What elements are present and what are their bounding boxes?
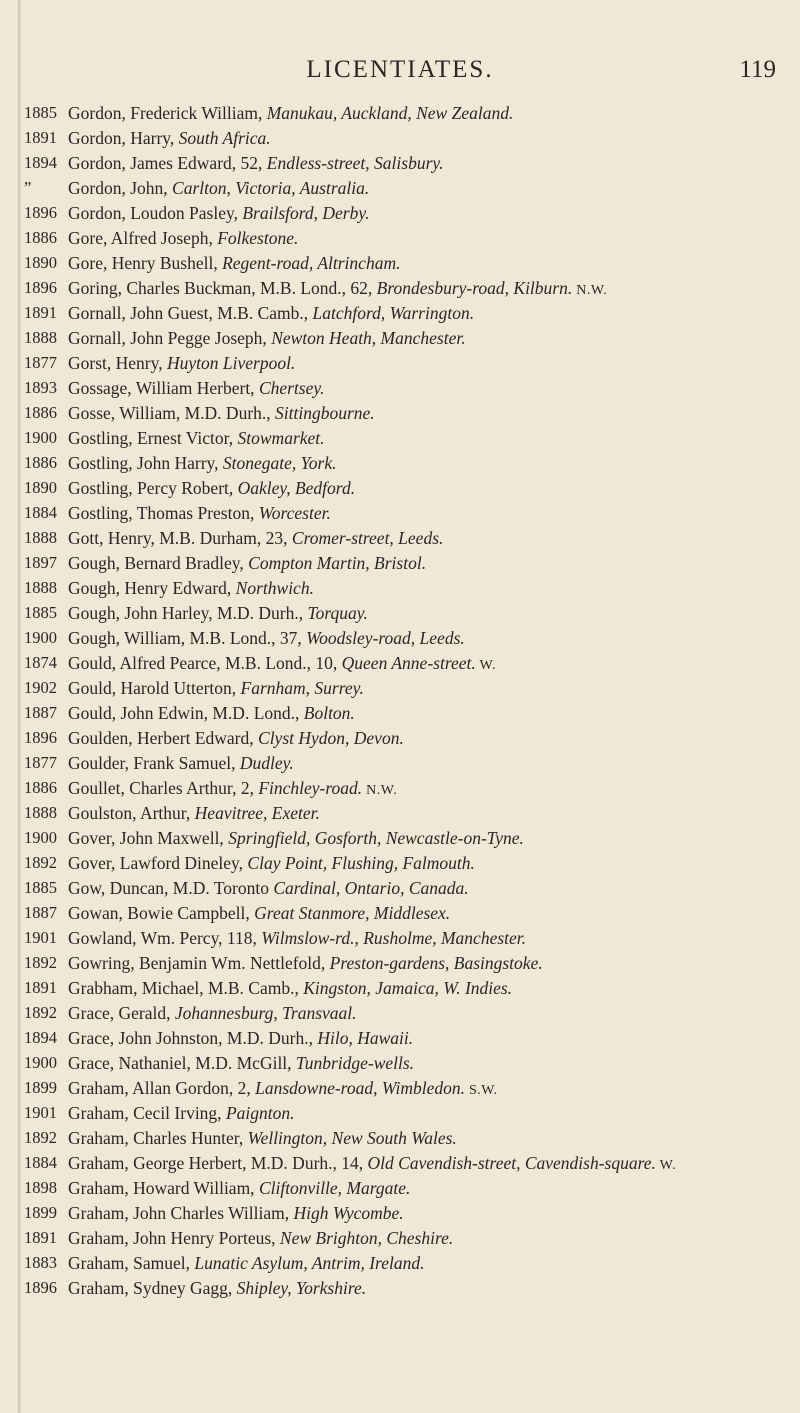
entry-address: Northwich. bbox=[235, 578, 314, 598]
list-item bbox=[0, 1027, 800, 1052]
entry-name: Gordon, Frederick William, bbox=[68, 103, 267, 123]
entry-address: Cliftonville, Margate. bbox=[258, 1178, 411, 1198]
entry-name: Graham, John Henry Porteus, bbox=[68, 1228, 280, 1248]
entry-text bbox=[68, 802, 800, 827]
list-item bbox=[0, 152, 800, 177]
list-item bbox=[0, 952, 800, 977]
entry-name: Gough, Bernard Bradley, bbox=[68, 553, 249, 573]
entry-text bbox=[68, 202, 800, 227]
entry-address: Springfield, Gosforth, Newcastle-on-Tyne. bbox=[228, 828, 524, 848]
entry-name: Gould, Alfred Pearce, M.B. Lond., 10, bbox=[68, 653, 342, 673]
entry-year: 1883 bbox=[24, 1253, 57, 1272]
entry-text bbox=[68, 1127, 800, 1152]
entry-name: Graham, Charles Hunter, bbox=[68, 1128, 248, 1148]
entry-text bbox=[68, 527, 800, 552]
entry-year: 1885 bbox=[24, 103, 57, 122]
entry-year: 1897 bbox=[24, 553, 57, 572]
entry-text bbox=[68, 352, 800, 377]
entry-text bbox=[68, 502, 800, 527]
entry-district: W. bbox=[655, 1158, 677, 1173]
entry-year: 1887 bbox=[24, 903, 57, 922]
list-item bbox=[0, 352, 800, 377]
list-item bbox=[0, 927, 800, 952]
list-item bbox=[0, 452, 800, 477]
entry-address: Compton Martin, Bristol. bbox=[248, 553, 427, 573]
entry-address: Johannesburg, Transvaal. bbox=[174, 1003, 357, 1023]
entry-address: South Africa. bbox=[178, 128, 271, 148]
entry-name: Gow, Duncan, M.D. Toronto bbox=[68, 878, 274, 898]
entry-address: Kingston, Jamaica, W. Indies. bbox=[303, 978, 513, 998]
entry-address: Cardinal, Ontario, Canada. bbox=[273, 878, 469, 898]
list-item bbox=[0, 1227, 800, 1252]
entry-address: Clyst Hydon, Devon. bbox=[258, 728, 404, 748]
entry-address: Stonegate, York. bbox=[222, 453, 337, 473]
entry-text bbox=[68, 927, 800, 952]
entry-year: 1888 bbox=[24, 528, 57, 547]
entry-year: 1886 bbox=[24, 778, 57, 797]
entry-address: Queen Anne-street. bbox=[341, 653, 476, 673]
list-item bbox=[0, 402, 800, 427]
entry-text bbox=[68, 477, 800, 502]
entry-name: Goring, Charles Buckman, M.B. Lond., 62, bbox=[68, 278, 377, 298]
entry-name: Gossage, William Herbert, bbox=[68, 378, 259, 398]
entry-year: 1900 bbox=[24, 628, 57, 647]
entry-text bbox=[68, 277, 800, 302]
entry-name: Gough, Henry Edward, bbox=[68, 578, 236, 598]
entry-year: 1877 bbox=[24, 353, 57, 372]
licentiate-list bbox=[0, 102, 800, 1302]
entry-address: Lansdowne-road, Wimbledon. bbox=[255, 1078, 465, 1098]
entry-address: High Wycombe. bbox=[293, 1203, 404, 1223]
entry-name: Gosse, William, M.D. Durh., bbox=[68, 403, 276, 423]
list-item bbox=[0, 877, 800, 902]
list-item bbox=[0, 302, 800, 327]
list-item bbox=[0, 177, 800, 202]
list-item bbox=[0, 652, 800, 677]
entry-name: Gover, Lawford Dineley, bbox=[68, 853, 248, 873]
page-number: 119 bbox=[739, 56, 776, 83]
entry-address: Chertsey. bbox=[258, 378, 325, 398]
entry-year: 1885 bbox=[24, 878, 57, 897]
entry-name: Grace, Gerald, bbox=[68, 1003, 175, 1023]
entry-address: Tunbridge-wells. bbox=[295, 1053, 415, 1073]
entry-text bbox=[68, 177, 800, 202]
entry-text bbox=[68, 302, 800, 327]
list-item bbox=[0, 1127, 800, 1152]
entry-name: Gostling, Percy Robert, bbox=[68, 478, 238, 498]
entry-text bbox=[68, 677, 800, 702]
entry-address: Farnham, Surrey. bbox=[240, 678, 364, 698]
entry-year: 1901 bbox=[24, 928, 57, 947]
entry-address: Wellington, New South Wales. bbox=[247, 1128, 457, 1148]
entry-address: Paignton. bbox=[225, 1103, 295, 1123]
entry-name: Graham, Samuel, bbox=[68, 1253, 195, 1273]
entry-year: 1887 bbox=[24, 703, 57, 722]
entry-text bbox=[68, 752, 800, 777]
entry-text bbox=[68, 252, 800, 277]
entry-text bbox=[68, 102, 800, 127]
entry-name: Goulder, Frank Samuel, bbox=[68, 753, 240, 773]
entry-text bbox=[68, 1102, 800, 1127]
entry-text bbox=[68, 427, 800, 452]
entry-year: 1888 bbox=[24, 578, 57, 597]
entry-address: Cromer-street, Leeds. bbox=[291, 528, 444, 548]
entry-address: Brailsford, Derby. bbox=[242, 203, 370, 223]
entry-text bbox=[68, 877, 800, 902]
entry-text bbox=[68, 727, 800, 752]
entry-text bbox=[68, 902, 800, 927]
entry-text bbox=[68, 777, 800, 802]
entry-year: 1892 bbox=[24, 1128, 57, 1147]
entry-year: 1896 bbox=[24, 728, 57, 747]
entry-year: 1892 bbox=[24, 953, 57, 972]
entry-name: Gordon, James Edward, 52, bbox=[68, 153, 267, 173]
list-item bbox=[0, 327, 800, 352]
entry-district: W. bbox=[475, 658, 496, 673]
list-item bbox=[0, 727, 800, 752]
list-item bbox=[0, 1077, 800, 1102]
entry-address: Bolton. bbox=[303, 703, 355, 723]
entry-text bbox=[68, 127, 800, 152]
entry-name: Goulston, Arthur, bbox=[68, 803, 195, 823]
entry-name: Gore, Alfred Joseph, bbox=[68, 228, 218, 248]
entry-year: 1892 bbox=[24, 853, 57, 872]
entry-text bbox=[68, 227, 800, 252]
entry-address: Folkestone. bbox=[217, 228, 299, 248]
entry-year: 1894 bbox=[24, 153, 57, 172]
entry-name: Gowring, Benjamin Wm. Nettlefold, bbox=[68, 953, 330, 973]
entry-text bbox=[68, 552, 800, 577]
entry-name: Gore, Henry Bushell, bbox=[68, 253, 223, 273]
entry-name: Gott, Henry, M.B. Durham, 23, bbox=[68, 528, 292, 548]
entry-name: Grabham, Michael, M.B. Camb., bbox=[68, 978, 304, 998]
entry-text bbox=[68, 1252, 800, 1277]
entry-text bbox=[68, 1177, 800, 1202]
entry-address: Worcester. bbox=[258, 503, 331, 523]
entry-text bbox=[68, 1027, 800, 1052]
entry-name: Gowan, Bowie Campbell, bbox=[68, 903, 255, 923]
list-item bbox=[0, 627, 800, 652]
entry-address: Heavitree, Exeter. bbox=[194, 803, 320, 823]
list-item bbox=[0, 427, 800, 452]
list-item bbox=[0, 1002, 800, 1027]
entry-year: 1899 bbox=[24, 1078, 57, 1097]
entry-year: 1884 bbox=[24, 503, 57, 522]
entry-name: Graham, Sydney Gagg, bbox=[68, 1278, 237, 1298]
list-item bbox=[0, 1052, 800, 1077]
list-item bbox=[0, 1177, 800, 1202]
entry-text bbox=[68, 627, 800, 652]
list-item bbox=[0, 1277, 800, 1302]
entry-year: 1902 bbox=[24, 678, 57, 697]
entry-name: Gould, Harold Utterton, bbox=[68, 678, 241, 698]
entry-year: 1900 bbox=[24, 1053, 57, 1072]
entry-year: 1891 bbox=[24, 1228, 57, 1247]
entry-name: Gostling, Ernest Victor, bbox=[68, 428, 238, 448]
entry-name: Gough, John Harley, M.D. Durh., bbox=[68, 603, 308, 623]
entry-address: Wilmslow-rd., Rusholme, Manchester. bbox=[261, 928, 527, 948]
page-header bbox=[0, 50, 800, 90]
running-title: LICENTIATES. bbox=[306, 56, 494, 83]
entry-year: 1896 bbox=[24, 1278, 57, 1297]
entry-district: S.W. bbox=[464, 1083, 498, 1098]
entry-name: Grace, Nathaniel, M.D. McGill, bbox=[68, 1053, 296, 1073]
entry-district: N.W. bbox=[572, 283, 608, 298]
entry-year: 1899 bbox=[24, 1203, 57, 1222]
list-item bbox=[0, 577, 800, 602]
entry-year: 1894 bbox=[24, 1028, 57, 1047]
entry-address: Shipley, Yorkshire. bbox=[236, 1278, 367, 1298]
entry-text bbox=[68, 1077, 800, 1102]
entry-year: ” bbox=[24, 178, 32, 197]
entry-address: Latchford, Warrington. bbox=[312, 303, 475, 323]
list-item bbox=[0, 502, 800, 527]
entry-text bbox=[68, 377, 800, 402]
entry-year: 1896 bbox=[24, 278, 57, 297]
entry-year: 1885 bbox=[24, 603, 57, 622]
entry-name: Graham, Cecil Irving, bbox=[68, 1103, 226, 1123]
entry-name: Gordon, Harry, bbox=[68, 128, 179, 148]
list-item bbox=[0, 552, 800, 577]
entry-address: Endless-street, Salisbury. bbox=[266, 153, 444, 173]
entry-year: 1890 bbox=[24, 253, 57, 272]
entry-text bbox=[68, 577, 800, 602]
list-item bbox=[0, 677, 800, 702]
entry-name: Gostling, Thomas Preston, bbox=[68, 503, 259, 523]
list-item bbox=[0, 777, 800, 802]
entry-year: 1898 bbox=[24, 1178, 57, 1197]
entry-address: Newton Heath, Manchester. bbox=[271, 328, 466, 348]
entry-address: Hilo, Hawaii. bbox=[317, 1028, 414, 1048]
entry-text bbox=[68, 327, 800, 352]
entry-address: Oakley, Bedford. bbox=[237, 478, 356, 498]
entry-name: Gorst, Henry, bbox=[68, 353, 167, 373]
entry-name: Graham, Howard William, bbox=[68, 1178, 259, 1198]
entry-year: 1877 bbox=[24, 753, 57, 772]
entry-name: Goullet, Charles Arthur, 2, bbox=[68, 778, 259, 798]
entry-text bbox=[68, 977, 800, 1002]
entry-name: Gould, John Edwin, M.D. Lond., bbox=[68, 703, 304, 723]
list-item bbox=[0, 1252, 800, 1277]
entry-text bbox=[68, 1002, 800, 1027]
list-item bbox=[0, 477, 800, 502]
entry-address: Manukau, Auckland, New Zealand. bbox=[266, 103, 514, 123]
entry-name: Graham, George Herbert, M.D. Durh., 14, bbox=[68, 1153, 368, 1173]
list-item bbox=[0, 527, 800, 552]
entry-name: Gornall, John Pegge Joseph, bbox=[68, 328, 272, 348]
entry-year: 1900 bbox=[24, 828, 57, 847]
entry-address: Dudley. bbox=[239, 753, 294, 773]
list-item bbox=[0, 852, 800, 877]
entry-year: 1886 bbox=[24, 453, 57, 472]
entry-text bbox=[68, 1052, 800, 1077]
list-item bbox=[0, 752, 800, 777]
entry-name: Goulden, Herbert Edward, bbox=[68, 728, 259, 748]
list-item bbox=[0, 252, 800, 277]
entry-year: 1886 bbox=[24, 403, 57, 422]
entry-address: Brondesbury-road, Kilburn. bbox=[376, 278, 573, 298]
entry-address: Great Stanmore, Middlesex. bbox=[254, 903, 451, 923]
entry-text bbox=[68, 702, 800, 727]
list-item bbox=[0, 1102, 800, 1127]
list-item bbox=[0, 702, 800, 727]
entry-year: 1900 bbox=[24, 428, 57, 447]
entry-address: Carlton, Victoria, Australia. bbox=[172, 178, 370, 198]
entry-text bbox=[68, 852, 800, 877]
entry-name: Gordon, Loudon Pasley, bbox=[68, 203, 243, 223]
entry-address: Clay Point, Flushing, Falmouth. bbox=[247, 853, 475, 873]
list-item bbox=[0, 802, 800, 827]
entry-name: Graham, John Charles William, bbox=[68, 1203, 294, 1223]
entry-year: 1886 bbox=[24, 228, 57, 247]
list-item bbox=[0, 827, 800, 852]
entry-address: Huyton Liverpool. bbox=[166, 353, 296, 373]
entry-year: 1884 bbox=[24, 1153, 57, 1172]
entry-address: Torquay. bbox=[307, 603, 368, 623]
entry-text bbox=[68, 602, 800, 627]
entry-text bbox=[68, 652, 800, 677]
entry-text bbox=[68, 152, 800, 177]
entry-name: Gordon, John, bbox=[68, 178, 173, 198]
entry-address: New Brighton, Cheshire. bbox=[279, 1228, 454, 1248]
entry-name: Gover, John Maxwell, bbox=[68, 828, 229, 848]
entry-name: Gowland, Wm. Percy, 118, bbox=[68, 928, 262, 948]
entry-address: Regent-road, Altrincham. bbox=[222, 253, 401, 273]
entry-text bbox=[68, 952, 800, 977]
entry-year: 1891 bbox=[24, 978, 57, 997]
entry-name: Gough, William, M.B. Lond., 37, bbox=[68, 628, 307, 648]
entry-year: 1874 bbox=[24, 653, 57, 672]
list-item bbox=[0, 902, 800, 927]
entry-year: 1892 bbox=[24, 1003, 57, 1022]
entry-text bbox=[68, 827, 800, 852]
entry-text bbox=[68, 402, 800, 427]
entry-district: N.W. bbox=[362, 783, 398, 798]
entry-year: 1893 bbox=[24, 378, 57, 397]
entry-year: 1901 bbox=[24, 1103, 57, 1122]
entry-year: 1891 bbox=[24, 303, 57, 322]
entry-year: 1896 bbox=[24, 203, 57, 222]
list-item bbox=[0, 1152, 800, 1177]
entry-year: 1890 bbox=[24, 478, 57, 497]
entry-year: 1888 bbox=[24, 803, 57, 822]
list-item bbox=[0, 977, 800, 1002]
list-item bbox=[0, 602, 800, 627]
entry-address: Stowmarket. bbox=[237, 428, 325, 448]
list-item bbox=[0, 102, 800, 127]
entry-text bbox=[68, 1227, 800, 1252]
entry-address: Old Cavendish-street, Cavendish-square. bbox=[367, 1153, 656, 1173]
entry-name: Graham, Allan Gordon, 2, bbox=[68, 1078, 256, 1098]
entry-text bbox=[68, 1152, 800, 1177]
list-item bbox=[0, 377, 800, 402]
entry-year: 1891 bbox=[24, 128, 57, 147]
entry-text bbox=[68, 1202, 800, 1227]
entry-name: Gostling, John Harry, bbox=[68, 453, 223, 473]
list-item bbox=[0, 1202, 800, 1227]
entry-text bbox=[68, 1277, 800, 1302]
entry-address: Sittingbourne. bbox=[275, 403, 375, 423]
entry-year: 1888 bbox=[24, 328, 57, 347]
entry-name: Gornall, John Guest, M.B. Camb., bbox=[68, 303, 313, 323]
list-item bbox=[0, 277, 800, 302]
list-item bbox=[0, 227, 800, 252]
entry-text bbox=[68, 452, 800, 477]
entry-address: Lunatic Asylum, Antrim, Ireland. bbox=[194, 1253, 425, 1273]
entry-address: Woodsley-road, Leeds. bbox=[306, 628, 465, 648]
entry-name: Grace, John Johnston, M.D. Durh., bbox=[68, 1028, 318, 1048]
list-item bbox=[0, 127, 800, 152]
list-item bbox=[0, 202, 800, 227]
entry-address: Preston-gardens, Basingstoke. bbox=[329, 953, 543, 973]
entry-address: Finchley-road. bbox=[258, 778, 363, 798]
